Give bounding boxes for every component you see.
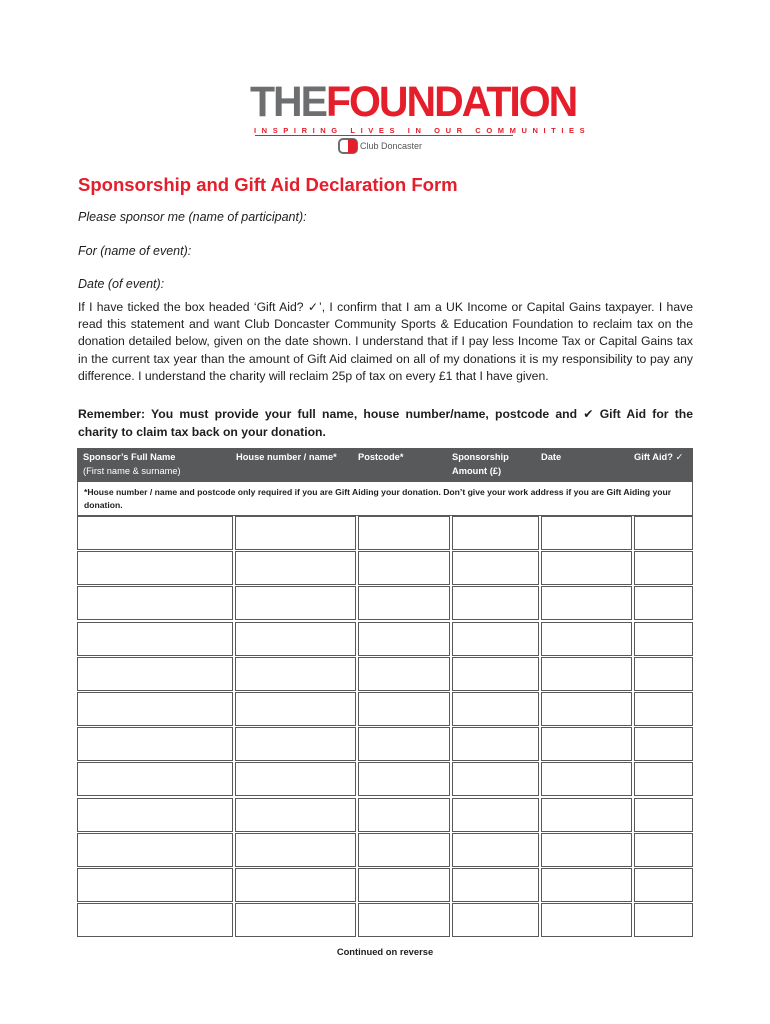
cell-date[interactable] bbox=[541, 727, 632, 761]
address-note-text: *House number / name and postcode only required if you are Gift Aiding your donation. Don’t give your work address if you are Gift Aiding your donation. bbox=[84, 487, 672, 510]
cell-sponsor-name[interactable] bbox=[77, 586, 233, 620]
cell-gift-aid[interactable] bbox=[634, 833, 693, 867]
cell-amount[interactable] bbox=[452, 727, 539, 761]
cell-gift-aid[interactable] bbox=[634, 657, 693, 691]
cell-house[interactable] bbox=[235, 798, 356, 832]
logo-foundation: FOUNDATION bbox=[326, 76, 577, 126]
club-name: Club Doncaster bbox=[360, 141, 423, 151]
cell-date[interactable] bbox=[541, 692, 632, 726]
cell-house[interactable] bbox=[235, 551, 356, 585]
cell-postcode[interactable] bbox=[358, 762, 450, 796]
logo-wordmark bbox=[250, 78, 576, 124]
table-row bbox=[77, 586, 693, 621]
table-row bbox=[77, 657, 693, 692]
table-body bbox=[77, 516, 693, 939]
header-date: Date bbox=[541, 452, 562, 462]
participant-label: Please sponsor me (name of participant): bbox=[78, 210, 307, 224]
header-sponsor-name-label: Sponsor’s Full Name bbox=[83, 452, 176, 462]
cell-gift-aid[interactable] bbox=[634, 798, 693, 832]
header-postcode: Postcode* bbox=[358, 452, 404, 462]
cell-date[interactable] bbox=[541, 657, 632, 691]
club-doncaster-icon bbox=[338, 138, 358, 154]
cell-postcode[interactable] bbox=[358, 657, 450, 691]
cell-gift-aid[interactable] bbox=[634, 516, 693, 550]
cell-gift-aid[interactable] bbox=[634, 762, 693, 796]
cell-sponsor-name[interactable] bbox=[77, 622, 233, 656]
cell-date[interactable] bbox=[541, 868, 632, 902]
cell-amount[interactable] bbox=[452, 586, 539, 620]
header-gift-aid: Gift Aid? ✓ bbox=[634, 452, 684, 462]
cell-amount[interactable] bbox=[452, 551, 539, 585]
cell-date[interactable] bbox=[541, 551, 632, 585]
remember-text: Remember: You must provide your full name, house number/name, postcode and ✔ Gift Aid for the charity to claim tax back on your donation. bbox=[78, 407, 693, 439]
cell-sponsor-name[interactable] bbox=[77, 657, 233, 691]
cell-sponsor-name[interactable] bbox=[77, 868, 233, 902]
cell-sponsor-name[interactable] bbox=[77, 798, 233, 832]
cell-amount[interactable] bbox=[452, 833, 539, 867]
cell-postcode[interactable] bbox=[358, 586, 450, 620]
header-house: House number / name* bbox=[236, 452, 337, 462]
cell-sponsor-name[interactable] bbox=[77, 903, 233, 937]
declaration-text: If I have ticked the box headed ‘Gift Aid? ✓’, I confirm that I am a UK Income or Capital Gains taxpayer. I have read this statement and want Club Doncaster Community Sports & Education Foundation to reclaim tax on the donation detailed below, given on the date shown. I understand that if I pay less Income Tax or Capital Gains tax in the current tax year than the amount of Gift Aid claimed on all of my donations it is my responsibility to pay any difference. I understand the charity will reclaim 25p of tax on every £1 that I have given. bbox=[78, 300, 693, 383]
table-row bbox=[77, 903, 693, 938]
logo-divider bbox=[255, 135, 513, 136]
table-row bbox=[77, 692, 693, 727]
cell-gift-aid[interactable] bbox=[634, 586, 693, 620]
table-header bbox=[77, 448, 693, 482]
cell-house[interactable] bbox=[235, 692, 356, 726]
cell-date[interactable] bbox=[541, 622, 632, 656]
cell-sponsor-name[interactable] bbox=[77, 551, 233, 585]
cell-sponsor-name[interactable] bbox=[77, 692, 233, 726]
cell-postcode[interactable] bbox=[358, 622, 450, 656]
cell-sponsor-name[interactable] bbox=[77, 516, 233, 550]
logo-the: THE bbox=[250, 76, 326, 126]
cell-house[interactable] bbox=[235, 868, 356, 902]
cell-postcode[interactable] bbox=[358, 833, 450, 867]
cell-gift-aid[interactable] bbox=[634, 727, 693, 761]
cell-gift-aid[interactable] bbox=[634, 622, 693, 656]
cell-date[interactable] bbox=[541, 833, 632, 867]
cell-house[interactable] bbox=[235, 657, 356, 691]
cell-amount[interactable] bbox=[452, 868, 539, 902]
cell-gift-aid[interactable] bbox=[634, 692, 693, 726]
logo-tagline: INSPIRING LIVES IN OUR COMMUNITIES bbox=[254, 126, 591, 135]
table-row bbox=[77, 516, 693, 551]
cell-postcode[interactable] bbox=[358, 798, 450, 832]
table-row bbox=[77, 798, 693, 833]
date-label: Date (of event): bbox=[78, 277, 165, 291]
cell-postcode[interactable] bbox=[358, 692, 450, 726]
table-row bbox=[77, 833, 693, 868]
cell-gift-aid[interactable] bbox=[634, 551, 693, 585]
cell-amount[interactable] bbox=[452, 622, 539, 656]
page-title: Sponsorship and Gift Aid Declaration Form bbox=[78, 174, 458, 195]
cell-amount[interactable] bbox=[452, 762, 539, 796]
continued-on-reverse: Continued on reverse bbox=[336, 946, 434, 957]
cell-house[interactable] bbox=[235, 903, 356, 937]
table-row bbox=[77, 551, 693, 586]
cell-house[interactable] bbox=[235, 516, 356, 550]
cell-date[interactable] bbox=[541, 798, 632, 832]
cell-postcode[interactable] bbox=[358, 868, 450, 902]
cell-house[interactable] bbox=[235, 727, 356, 761]
cell-amount[interactable] bbox=[452, 692, 539, 726]
cell-date[interactable] bbox=[541, 516, 632, 550]
table-row bbox=[77, 762, 693, 797]
table-row bbox=[77, 868, 693, 903]
header-amount-sub: Amount (£) bbox=[452, 465, 502, 476]
cell-amount[interactable] bbox=[452, 516, 539, 550]
cell-date[interactable] bbox=[541, 762, 632, 796]
sponsorship-table bbox=[77, 448, 693, 939]
header-amount-label: Sponsorship bbox=[452, 452, 509, 462]
cell-postcode[interactable] bbox=[358, 727, 450, 761]
cell-date[interactable] bbox=[541, 903, 632, 937]
cell-date[interactable] bbox=[541, 586, 632, 620]
cell-postcode[interactable] bbox=[358, 551, 450, 585]
cell-postcode[interactable] bbox=[358, 516, 450, 550]
cell-gift-aid[interactable] bbox=[634, 868, 693, 902]
address-note bbox=[77, 482, 693, 516]
table-row bbox=[77, 727, 693, 762]
cell-amount[interactable] bbox=[452, 657, 539, 691]
cell-gift-aid[interactable] bbox=[634, 903, 693, 937]
foundation-logo bbox=[250, 76, 591, 162]
cell-house[interactable] bbox=[235, 833, 356, 867]
cell-postcode[interactable] bbox=[358, 903, 450, 937]
cell-sponsor-name[interactable] bbox=[77, 762, 233, 796]
cell-sponsor-name[interactable] bbox=[77, 727, 233, 761]
cell-sponsor-name[interactable] bbox=[77, 833, 233, 867]
cell-house[interactable] bbox=[235, 586, 356, 620]
header-sponsor-name-sub: (First name & surname) bbox=[83, 465, 181, 476]
table-row bbox=[77, 622, 693, 657]
header-amount bbox=[452, 451, 509, 478]
cell-amount[interactable] bbox=[452, 903, 539, 937]
cell-house[interactable] bbox=[235, 762, 356, 796]
cell-house[interactable] bbox=[235, 622, 356, 656]
header-sponsor-name bbox=[83, 451, 181, 478]
event-label: For (name of event): bbox=[78, 244, 192, 258]
cell-amount[interactable] bbox=[452, 798, 539, 832]
